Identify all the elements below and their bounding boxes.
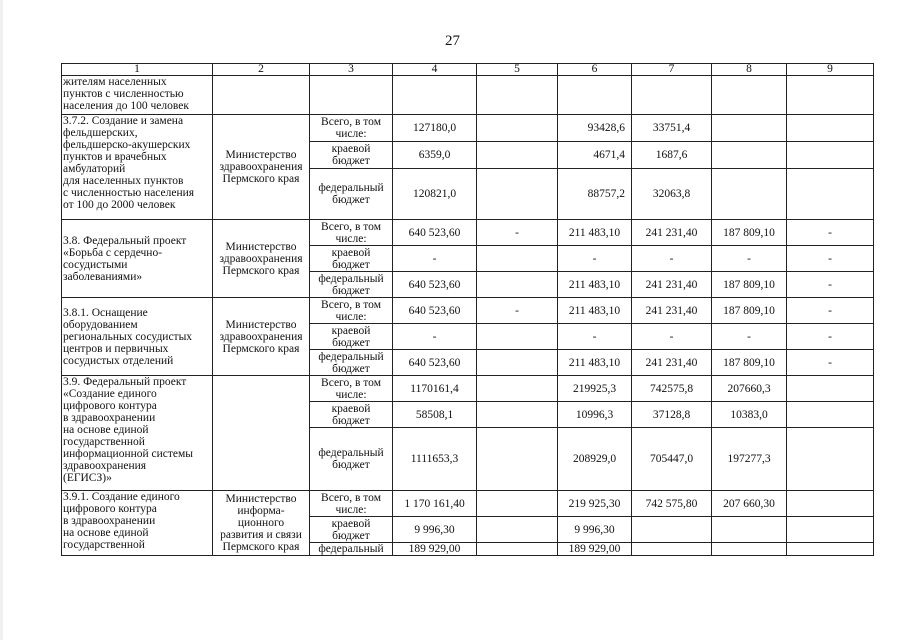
value-cell: 10383,0	[712, 402, 787, 428]
value-cell	[632, 517, 712, 543]
header-cell: 5	[477, 64, 558, 76]
value-cell	[787, 543, 874, 556]
value-cell: 640 523,60	[393, 220, 477, 246]
value-cell: -	[787, 272, 874, 298]
value-cell	[787, 491, 874, 517]
value-cell: 219 925,30	[558, 491, 632, 517]
value-cell: -	[393, 246, 477, 272]
value-cell	[712, 169, 787, 220]
value-cell: 640 523,60	[393, 298, 477, 324]
funding-source: Всего, в том числе:	[310, 115, 393, 142]
value-cell	[477, 115, 558, 142]
value-cell: 88757,2	[558, 169, 632, 220]
value-cell	[477, 350, 558, 376]
value-cell: 10996,3	[558, 402, 632, 428]
value-cell	[477, 169, 558, 220]
value-cell: 1 170 161,40	[393, 491, 477, 517]
value-cell: -	[477, 220, 558, 246]
value-cell: 1687,6	[632, 142, 712, 169]
funding-source: Всего, в том числе:	[310, 376, 393, 402]
value-cell: 9 996,30	[558, 517, 632, 543]
item-name: 3.9.1. Создание единого цифрового контура в здравоохранении на основе единой государственной	[62, 491, 213, 556]
value-cell: 211 483,10	[558, 350, 632, 376]
funding-source: федеральный бюджет	[310, 350, 393, 376]
value-cell: 219925,3	[558, 376, 632, 402]
responsible-org: Министерство здравоохранения Пермского края	[213, 298, 310, 376]
value-cell: 211 483,10	[558, 272, 632, 298]
value-cell: 1111653,3	[393, 428, 477, 491]
value-cell: 187 809,10	[712, 220, 787, 246]
value-cell	[477, 142, 558, 169]
value-cell: 33751,4	[632, 115, 712, 142]
funding-source: Всего, в том числе:	[310, 491, 393, 517]
table-row	[62, 376, 874, 402]
value-cell: -	[787, 324, 874, 350]
header-cell: 7	[632, 64, 712, 76]
table-row	[62, 298, 874, 324]
value-cell: -	[712, 246, 787, 272]
value-cell: -	[632, 246, 712, 272]
funding-source: федеральный бюджет	[310, 272, 393, 298]
value-cell	[787, 517, 874, 543]
value-cell	[787, 376, 874, 402]
responsible-org: Министерство информа- ционного развития и связи Пермского края	[213, 491, 310, 556]
value-cell: 32063,8	[632, 169, 712, 220]
value-cell	[477, 543, 558, 556]
header-row	[62, 64, 874, 76]
value-cell	[477, 402, 558, 428]
value-cell: 207660,3	[712, 376, 787, 402]
responsible-org	[213, 376, 310, 491]
value-cell: -	[787, 350, 874, 376]
header-cell: 9	[787, 64, 874, 76]
value-cell	[787, 428, 874, 491]
table-row	[62, 76, 874, 115]
header-cell: 3	[310, 64, 393, 76]
value-cell: -	[477, 298, 558, 324]
item-name: 3.9. Федеральный проект «Создание единого цифрового контура в здравоохранении на основе единой государственной информационной системы здравоохранения (ЕГИСЗ)»	[62, 376, 213, 491]
value-cell	[477, 428, 558, 491]
value-cell: 58508,1	[393, 402, 477, 428]
value-cell: 241 231,40	[632, 272, 712, 298]
funding-source: краевой бюджет	[310, 246, 393, 272]
value-cell: -	[558, 324, 632, 350]
value-cell	[712, 142, 787, 169]
value-cell: 187 809,10	[712, 350, 787, 376]
item-name: 3.8.1. Оснащение оборудованием региональных сосудистых центров и первичных сосудистых отделений	[62, 298, 213, 376]
table-row	[62, 220, 874, 246]
value-cell: 742 575,80	[632, 491, 712, 517]
funding-source: федеральный	[310, 543, 393, 556]
value-cell: 189 929,00	[393, 543, 477, 556]
value-cell: 197277,3	[712, 428, 787, 491]
budget-table	[61, 63, 874, 556]
responsible-org: Министерство здравоохранения Пермского края	[213, 220, 310, 298]
value-cell: 241 231,40	[632, 298, 712, 324]
value-cell: -	[787, 220, 874, 246]
value-cell: 93428,6	[558, 115, 632, 142]
value-cell	[787, 142, 874, 169]
value-cell	[787, 402, 874, 428]
value-cell: 1170161,4	[393, 376, 477, 402]
funding-source: краевой бюджет	[310, 402, 393, 428]
header-cell: 4	[393, 64, 477, 76]
funding-source: Всего, в том числе:	[310, 298, 393, 324]
item-name: 3.8. Федеральный проект «Борьба с сердечно- сосудистыми заболеваниями»	[62, 220, 213, 298]
header-cell: 6	[558, 64, 632, 76]
header-cell: 2	[213, 64, 310, 76]
value-cell: 187 809,10	[712, 272, 787, 298]
value-cell: -	[393, 324, 477, 350]
item-name: 3.7.2. Создание и замена фельдшерских, фельдшерско-акушерских пунктов и врачебных амбулаторий для населенных пунктов с численностью населения от 100 до 2000 человек	[62, 115, 213, 220]
table-row	[62, 115, 874, 142]
value-cell: 742575,8	[632, 376, 712, 402]
value-cell	[712, 115, 787, 142]
table-row	[62, 491, 874, 517]
value-cell: -	[632, 324, 712, 350]
value-cell: 120821,0	[393, 169, 477, 220]
funding-source: федеральный бюджет	[310, 169, 393, 220]
value-cell	[477, 272, 558, 298]
value-cell	[632, 543, 712, 556]
value-cell: 189 929,00	[558, 543, 632, 556]
value-cell	[477, 491, 558, 517]
funding-source: краевой бюджет	[310, 324, 393, 350]
value-cell	[477, 376, 558, 402]
page-number: 27	[445, 33, 460, 49]
value-cell: 6359,0	[393, 142, 477, 169]
value-cell: 241 231,40	[632, 350, 712, 376]
value-cell	[477, 517, 558, 543]
value-cell	[477, 246, 558, 272]
value-cell: -	[787, 246, 874, 272]
value-cell: 211 483,10	[558, 220, 632, 246]
funding-source: краевой бюджет	[310, 142, 393, 169]
value-cell: 127180,0	[393, 115, 477, 142]
funding-source: федеральный бюджет	[310, 428, 393, 491]
value-cell	[787, 169, 874, 220]
value-cell	[712, 543, 787, 556]
value-cell: 705447,0	[632, 428, 712, 491]
header-cell: 1	[62, 64, 213, 76]
value-cell: -	[558, 246, 632, 272]
item-name: жителям населенных пунктов с численностью населения до 100 человек	[62, 76, 213, 115]
header-cell: 8	[712, 64, 787, 76]
value-cell: 208929,0	[558, 428, 632, 491]
value-cell	[787, 115, 874, 142]
value-cell: 37128,8	[632, 402, 712, 428]
value-cell: 211 483,10	[558, 298, 632, 324]
value-cell: 4671,4	[558, 142, 632, 169]
funding-source: Всего, в том числе:	[310, 220, 393, 246]
value-cell	[712, 517, 787, 543]
funding-source: краевой бюджет	[310, 517, 393, 543]
value-cell: 640 523,60	[393, 272, 477, 298]
value-cell: 187 809,10	[712, 298, 787, 324]
value-cell: 9 996,30	[393, 517, 477, 543]
value-cell	[477, 324, 558, 350]
value-cell: -	[787, 298, 874, 324]
scan-edge	[0, 0, 3, 640]
value-cell: 207 660,30	[712, 491, 787, 517]
value-cell: 640 523,60	[393, 350, 477, 376]
responsible-org: Министерство здравоохранения Пермского края	[213, 115, 310, 220]
value-cell: 241 231,40	[632, 220, 712, 246]
value-cell: -	[712, 324, 787, 350]
